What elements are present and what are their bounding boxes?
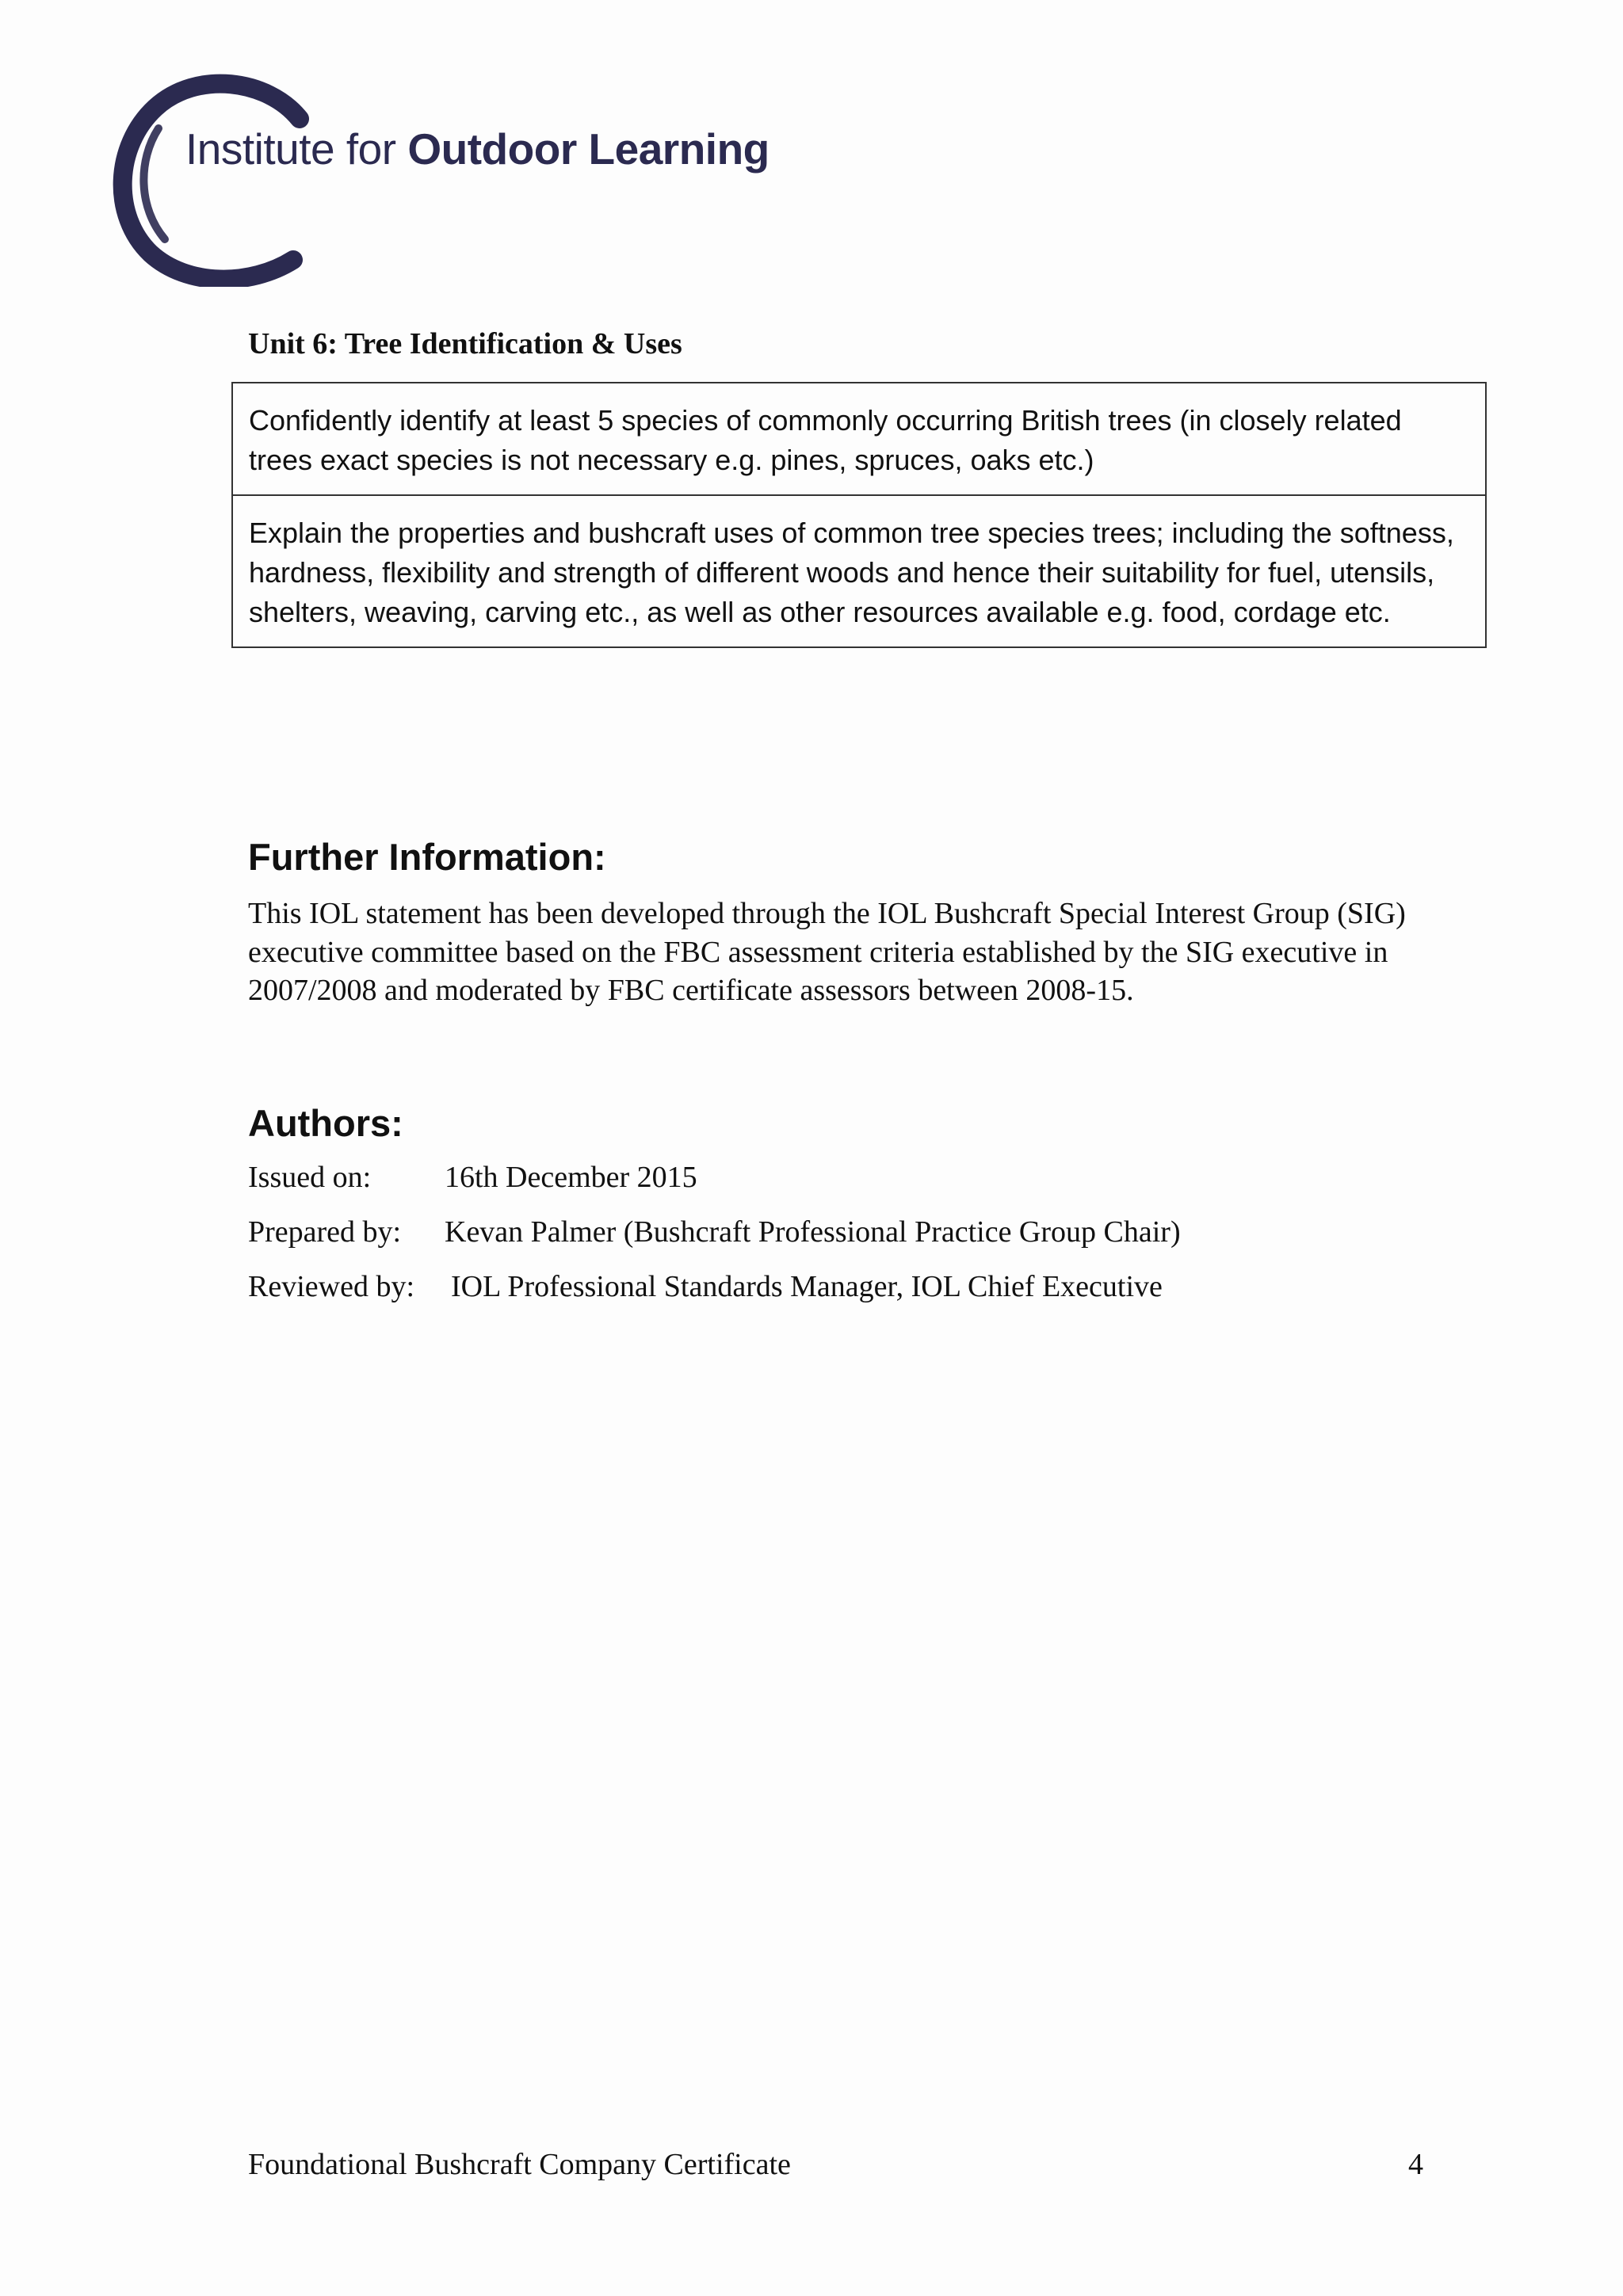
unit-criteria-table (231, 382, 1487, 648)
footer-title: Foundational Bushcraft Company Certificate (248, 2148, 791, 2181)
logo-wordmark: Institute for Outdoor Learning (185, 124, 769, 174)
authors-heading: Authors: (248, 1102, 403, 1144)
logo (109, 73, 807, 287)
criteria-row: Explain the properties and bushcraft uses of common tree species trees; including the softness, hardness, flexibility and strength of different woods and hence their suitability for fuel, utensils, shelters, weaving, carving etc., as well as other resources available e.g. food, cordage etc. (233, 494, 1485, 646)
issued-label: Issued on: (248, 1161, 372, 1194)
further-info-heading: Further Information: (248, 836, 606, 878)
reviewed-row (248, 1269, 1163, 1304)
logo-ring-icon (109, 73, 315, 287)
issued-value: 16th December 2015 (445, 1161, 697, 1194)
reviewed-label: Reviewed by: (248, 1270, 415, 1303)
issued-row (248, 1160, 697, 1195)
unit-title: Unit 6: Tree Identification & Uses (248, 327, 682, 360)
prepared-value: Kevan Palmer (Bushcraft Professional Practice Group Chair) (445, 1215, 1181, 1249)
criteria-row: Confidently identify at least 5 species of commonly occurring British trees (in closely related trees exact species is not necessary e.g. pines, spruces, oaks etc.) (249, 404, 1402, 476)
prepared-row (248, 1215, 1181, 1249)
reviewed-value: IOL Professional Standards Manager, IOL Chief Executive (451, 1270, 1163, 1303)
prepared-label: Prepared by: (248, 1215, 402, 1249)
page-number: 4 (1408, 2148, 1423, 2181)
further-info-body: This IOL statement has been developed through the IOL Bushcraft Special Interest Group (SIG) executive committee based on the FBC assessment criteria established by the SIG executive in 2007/2008 and moderated by FBC certificate assessors between 2008-15. (248, 897, 1406, 1007)
